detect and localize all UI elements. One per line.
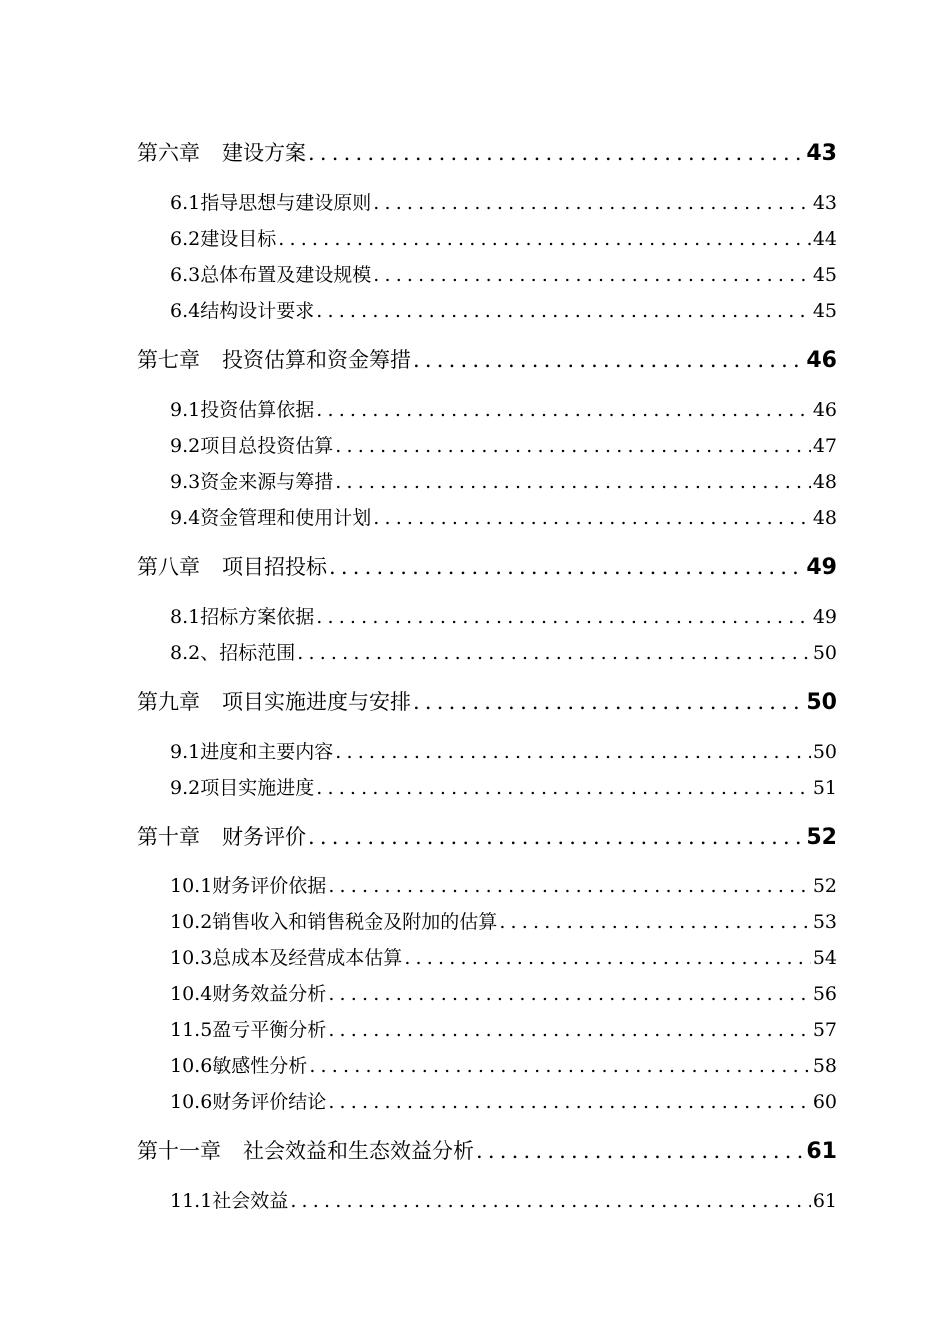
page-number: 45 — [812, 300, 837, 322]
page-number: 53 — [812, 911, 837, 933]
page-number: 49 — [812, 606, 837, 628]
dot-leader — [413, 690, 804, 714]
dot-leader — [335, 471, 811, 493]
toc-chapter[interactable] — [137, 137, 837, 167]
toc-section[interactable] — [170, 1087, 837, 1114]
toc-chapter[interactable] — [137, 821, 837, 851]
dot-leader — [373, 264, 811, 286]
toc-section[interactable] — [170, 871, 837, 898]
dot-leader — [329, 555, 804, 579]
dot-leader — [309, 1055, 811, 1077]
page-number: 61 — [812, 1190, 837, 1212]
chapter-number: 第十章 — [137, 825, 200, 849]
chapter-number: 第八章 — [137, 555, 200, 579]
page-number: 50 — [812, 642, 837, 664]
toc-chapter[interactable] — [137, 344, 837, 374]
dot-leader — [404, 947, 811, 969]
section-title: 6.4结构设计要求 — [170, 300, 315, 322]
section-title: 9.1进度和主要内容 — [170, 741, 334, 763]
section-title: 9.4资金管理和使用计划 — [170, 507, 372, 529]
chapter-number: 第九章 — [137, 690, 200, 714]
toc-section[interactable] — [170, 979, 837, 1006]
toc-section[interactable] — [170, 773, 837, 800]
toc-section[interactable] — [170, 1015, 837, 1042]
page-number: 54 — [812, 947, 837, 969]
dot-leader — [308, 141, 804, 165]
dot-leader — [373, 507, 811, 529]
section-title: 10.6财务评价结论 — [170, 1091, 327, 1113]
dot-leader — [297, 642, 811, 664]
dot-leader — [290, 1190, 811, 1212]
dot-leader — [499, 911, 811, 933]
toc-section[interactable] — [170, 1186, 837, 1213]
toc-section[interactable] — [170, 188, 837, 215]
toc-section[interactable] — [170, 943, 837, 970]
page-number: 45 — [812, 264, 837, 286]
toc-chapter[interactable] — [137, 1135, 837, 1165]
dot-leader — [328, 1019, 811, 1041]
page-number: 50 — [812, 741, 837, 763]
page-number: 51 — [812, 777, 837, 799]
page-number: 49 — [806, 555, 837, 580]
section-title: 6.2建设目标 — [170, 228, 277, 250]
section-title: 10.3总成本及经营成本估算 — [170, 947, 403, 969]
toc-section[interactable] — [170, 224, 837, 251]
toc-section[interactable] — [170, 503, 837, 530]
dot-leader — [278, 228, 811, 250]
chapter-title: 项目实施进度与安排 — [222, 690, 411, 714]
toc-section[interactable] — [170, 602, 837, 629]
dot-leader — [328, 983, 811, 1005]
chapter-number: 第十一章 — [137, 1139, 221, 1163]
page-number: 57 — [812, 1019, 837, 1041]
toc-section[interactable] — [170, 467, 837, 494]
section-title: 10.4财务效益分析 — [170, 983, 327, 1005]
toc-section[interactable] — [170, 395, 837, 422]
page-number: 56 — [812, 983, 837, 1005]
section-title: 9.2项目总投资估算 — [170, 435, 334, 457]
dot-leader — [328, 875, 811, 897]
toc-section[interactable] — [170, 296, 837, 323]
dot-leader — [308, 825, 804, 849]
section-title: 9.2项目实施进度 — [170, 777, 315, 799]
dot-leader — [316, 399, 811, 421]
page-number: 44 — [812, 228, 837, 250]
page-number: 60 — [812, 1091, 837, 1113]
page-number: 61 — [806, 1139, 837, 1164]
chapter-title: 建设方案 — [222, 141, 306, 165]
dot-leader — [476, 1139, 804, 1163]
dot-leader — [335, 435, 811, 457]
dot-leader — [373, 192, 811, 214]
section-title: 9.3资金来源与筹措 — [170, 471, 334, 493]
chapter-title: 投资估算和资金筹措 — [222, 348, 411, 372]
chapter-title: 社会效益和生态效益分析 — [243, 1139, 474, 1163]
section-title: 10.2销售收入和销售税金及附加的估算 — [170, 911, 498, 933]
page-number: 48 — [812, 471, 837, 493]
section-title: 8.2、招标范围 — [170, 642, 296, 664]
chapter-title: 财务评价 — [222, 825, 306, 849]
chapter-number: 第七章 — [137, 348, 200, 372]
page-number: 50 — [806, 690, 837, 715]
toc-section[interactable] — [170, 907, 837, 934]
chapter-number: 第六章 — [137, 141, 200, 165]
dot-leader — [316, 777, 811, 799]
toc-section[interactable] — [170, 431, 837, 458]
section-title: 6.1指导思想与建设原则 — [170, 192, 372, 214]
section-title: 11.1社会效益 — [170, 1190, 289, 1212]
section-title: 11.5盈亏平衡分析 — [170, 1019, 327, 1041]
page-number: 46 — [806, 348, 837, 373]
dot-leader — [328, 1091, 811, 1113]
page-number: 46 — [812, 399, 837, 421]
section-title: 8.1招标方案依据 — [170, 606, 315, 628]
dot-leader — [316, 300, 811, 322]
toc-chapter[interactable] — [137, 551, 837, 581]
dot-leader — [316, 606, 811, 628]
page-number: 52 — [806, 825, 837, 850]
dot-leader — [335, 741, 811, 763]
dot-leader — [413, 348, 804, 372]
page-number: 48 — [812, 507, 837, 529]
section-title: 10.6敏感性分析 — [170, 1055, 308, 1077]
toc-chapter[interactable] — [137, 686, 837, 716]
toc-section[interactable] — [170, 260, 837, 287]
toc-section[interactable] — [170, 638, 837, 665]
page-number: 47 — [812, 435, 837, 457]
toc-section[interactable] — [170, 1051, 837, 1078]
section-title: 9.1投资估算依据 — [170, 399, 315, 421]
section-title: 6.3总体布置及建设规模 — [170, 264, 372, 286]
page-number: 43 — [806, 141, 837, 166]
section-title: 10.1财务评价依据 — [170, 875, 327, 897]
page-number: 43 — [812, 192, 837, 214]
chapter-title: 项目招投标 — [222, 555, 327, 579]
page-number: 52 — [812, 875, 837, 897]
toc-section[interactable] — [170, 737, 837, 764]
page-number: 58 — [812, 1055, 837, 1077]
